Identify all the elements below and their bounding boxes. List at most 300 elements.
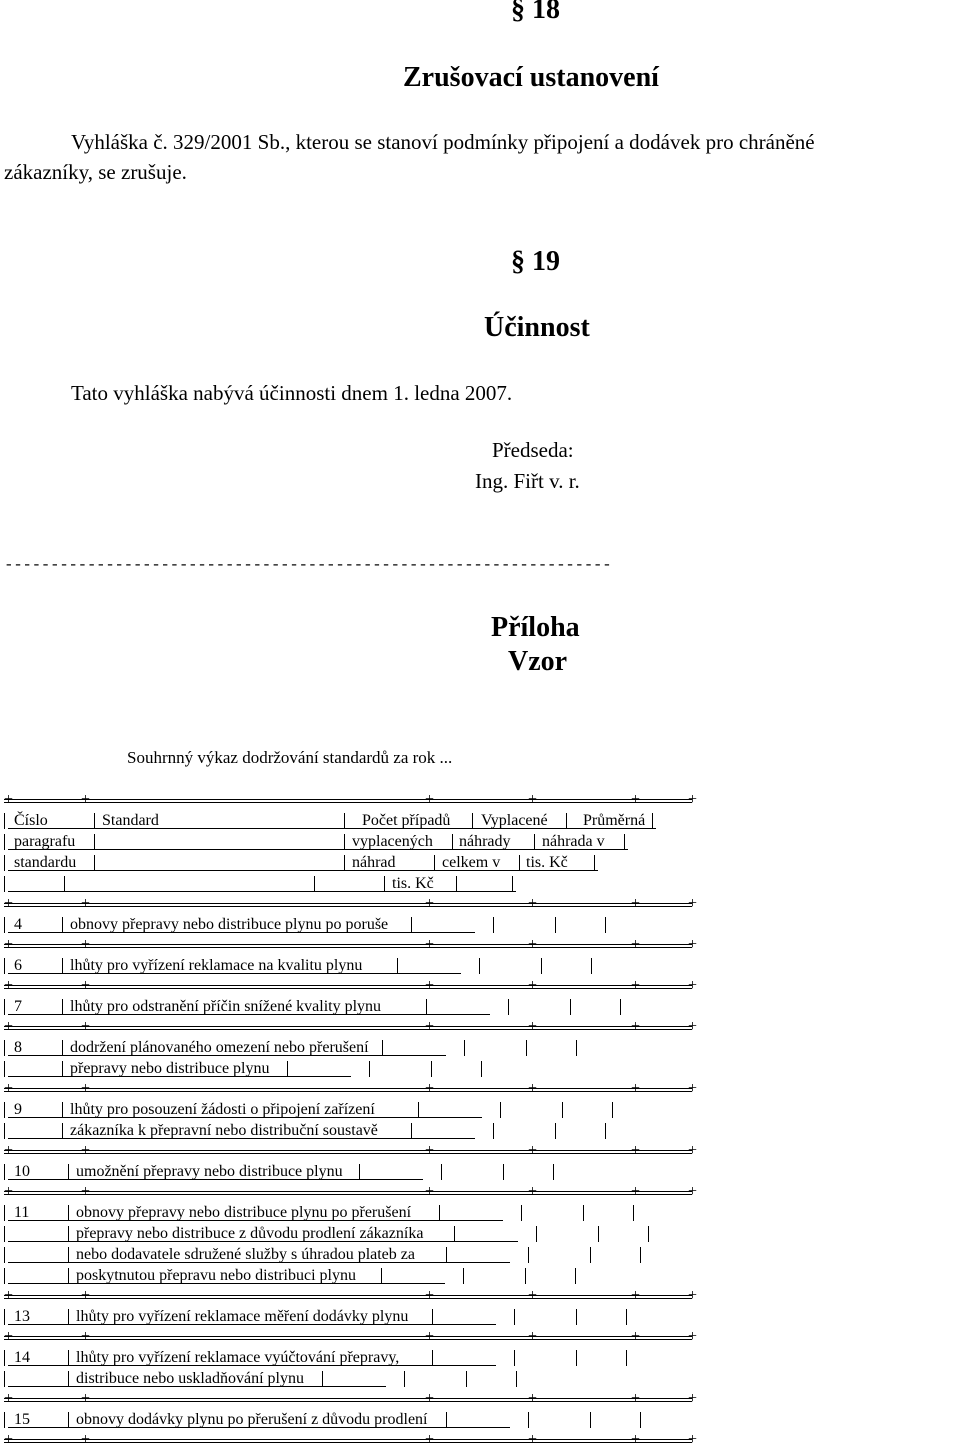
separator-plus: + (425, 895, 435, 912)
table-header-cell: tis. Kč (392, 875, 434, 892)
table-header-cell: Průměrná (583, 812, 646, 829)
separator-plus: + (425, 1287, 435, 1304)
cell-border (598, 1226, 599, 1242)
cell-border (68, 1268, 69, 1284)
row-number: 9 (14, 1101, 22, 1118)
table-header-cell: Počet případů (362, 812, 451, 829)
section-19-heading (511, 246, 560, 278)
cell-border (369, 1061, 370, 1077)
separator-plus: + (425, 1018, 435, 1035)
cell-border (514, 1309, 515, 1325)
cell-border (620, 999, 621, 1015)
row-number: 4 (14, 916, 22, 933)
cell-border (466, 1371, 467, 1387)
standards-table (4, 790, 698, 1450)
line-underline (8, 891, 516, 892)
cell-border (4, 1309, 5, 1325)
cell-border (633, 1205, 634, 1221)
cell-border (521, 1205, 522, 1221)
table-header-line (4, 852, 694, 873)
table-header-cell: paragrafu (14, 833, 76, 850)
table-row (4, 1037, 694, 1058)
section-18-paragraph-line2: zákazníky, se zrušuje. (4, 160, 187, 184)
cell-border (472, 813, 473, 829)
separator-plus: + (4, 1080, 14, 1097)
separator-plus: + (688, 1390, 698, 1407)
separator-plus: + (81, 1390, 91, 1407)
row-standard-text: dodržení plánovaného omezení nebo přerušení (70, 1039, 369, 1056)
cell-border (431, 1061, 432, 1077)
row-number: 14 (14, 1349, 30, 1366)
cell-border (4, 1268, 5, 1284)
separator-plus: + (81, 1142, 91, 1159)
cell-border (4, 1164, 5, 1180)
separator-plus: + (425, 1328, 435, 1345)
cell-border (503, 1164, 504, 1180)
row-number: 11 (14, 1204, 30, 1221)
separator-plus: + (4, 1390, 14, 1407)
separator-plus: + (688, 1183, 698, 1200)
cell-border (4, 1350, 5, 1366)
separator-plus: + (631, 936, 641, 953)
row-standard-text: lhůty pro vyřízení reklamace na kvalitu plynu (70, 957, 363, 974)
table-row (4, 1058, 694, 1079)
separator-plus: + (528, 895, 538, 912)
row-standard-text: přepravy nebo distribuce plynu (70, 1060, 270, 1077)
separator-plus: + (4, 936, 14, 953)
separator-plus: + (631, 1390, 641, 1407)
annex-subtitle: Vzor (508, 646, 568, 677)
section-18-heading (511, 0, 560, 26)
cell-border (493, 1123, 494, 1139)
cell-border (4, 1412, 5, 1428)
separator-plus: + (81, 1287, 91, 1304)
section-18-title: Zrušovací ustanovení (403, 62, 659, 93)
cell-border (434, 855, 435, 871)
separator-plus: + (631, 977, 641, 994)
cell-border (562, 1102, 563, 1118)
section-19-title: Účinnost (484, 312, 590, 343)
cell-border (526, 1040, 527, 1056)
separator-dash-line (4, 1295, 692, 1296)
cell-border (591, 958, 592, 974)
table-separator (4, 1286, 698, 1306)
cell-border (4, 834, 5, 850)
separator-plus: + (81, 977, 91, 994)
table-header-cell: náhrad (352, 854, 396, 871)
table-row (4, 1347, 694, 1368)
table-header-cell: celkem v (442, 854, 501, 871)
cell-border (94, 834, 95, 850)
cell-border (493, 917, 494, 933)
separator-plus: + (528, 1018, 538, 1035)
separator-plus: + (81, 936, 91, 953)
separator-plus: + (528, 1287, 538, 1304)
table-header-cell: tis. Kč (526, 854, 568, 871)
row-standard-text: obnovy přepravy nebo distribuce plynu po přerušení (76, 1204, 412, 1221)
cell-border (62, 1061, 63, 1077)
separator-plus: + (425, 1431, 435, 1448)
separator-dash-line (4, 1398, 692, 1399)
separator-plus: + (81, 1183, 91, 1200)
line-underline (8, 870, 598, 871)
cell-border (287, 1061, 288, 1077)
cell-border (64, 876, 65, 892)
cell-border (528, 1412, 529, 1428)
cell-border (381, 1268, 382, 1284)
row-standard-text: obnovy dodávky plynu po přerušení z důvodu prodlení (76, 1411, 428, 1428)
separator-plus: + (631, 1018, 641, 1035)
separator-plus: + (528, 977, 538, 994)
row-standard-text: nebo dodavatele sdružené služby s úhradou plateb za (76, 1246, 415, 1263)
cell-border (446, 1247, 447, 1263)
separator-plus: + (4, 895, 14, 912)
separator-plus: + (425, 1142, 435, 1159)
cell-border (68, 1247, 69, 1263)
cell-border (4, 1102, 5, 1118)
table-separator (4, 1017, 698, 1037)
cell-border (626, 1309, 627, 1325)
separator-plus: + (631, 1328, 641, 1345)
cell-border (528, 1247, 529, 1263)
cell-border (500, 1102, 501, 1118)
section-number: 18 (532, 0, 560, 25)
table-row (4, 1120, 694, 1141)
cell-border (432, 1350, 433, 1366)
cell-border (4, 1205, 5, 1221)
separator-plus: + (688, 1287, 698, 1304)
cell-border (344, 813, 345, 829)
separator-plus: + (81, 1328, 91, 1345)
separator-underline (4, 988, 692, 989)
row-number: 7 (14, 998, 22, 1015)
cell-border (4, 1061, 5, 1077)
cell-border (508, 999, 509, 1015)
signature-role: Předseda: (492, 438, 574, 462)
section-symbol: § (511, 0, 525, 25)
row-standard-text: zákazníka k přepravní nebo distribuční soustavě (70, 1122, 378, 1139)
separator-plus: + (81, 1080, 91, 1097)
cell-border (605, 1123, 606, 1139)
cell-border (553, 1164, 554, 1180)
separator-plus: + (4, 1328, 14, 1345)
section-number: 19 (532, 246, 560, 277)
table-row (4, 1265, 694, 1286)
row-standard-text: obnovy přepravy nebo distribuce plynu po poruše (70, 916, 389, 933)
table-separator (4, 894, 698, 914)
separator-plus: + (81, 791, 91, 808)
separator-plus: + (4, 1431, 14, 1448)
table-header-cell: Standard (102, 812, 159, 829)
section-19-paragraph: Tato vyhláška nabývá účinnosti dnem 1. ledna 2007. (71, 381, 513, 405)
separator-underline (4, 1401, 692, 1402)
cell-border (4, 917, 5, 933)
cell-border (464, 1040, 465, 1056)
section-18-paragraph-line1: Vyhláška č. 329/2001 Sb., kterou se stanoví podmínky připojení a dodávek pro chráněné (71, 130, 815, 154)
separator-underline (4, 947, 692, 948)
line-underline (8, 849, 628, 850)
row-standard-text: poskytnutou přepravu nebo distribuci plynu (76, 1267, 356, 1284)
cell-border (575, 1268, 576, 1284)
row-standard-text: lhůty pro posouzení žádosti o připojení zařízení (70, 1101, 375, 1118)
table-separator (4, 1079, 698, 1099)
separator-dash-line (4, 1336, 692, 1337)
separator-plus: + (688, 895, 698, 912)
table-row (4, 1409, 694, 1430)
separator-plus: + (528, 791, 538, 808)
separator-underline (4, 1442, 692, 1443)
separator-plus: + (631, 791, 641, 808)
separator-dash-line (4, 903, 692, 904)
cell-border (481, 1061, 482, 1077)
separator-plus: + (688, 977, 698, 994)
separator-plus: + (688, 1018, 698, 1035)
cell-border (4, 1247, 5, 1263)
cell-border (514, 1350, 515, 1366)
cell-border (68, 1226, 69, 1242)
cell-border (624, 834, 625, 850)
row-number: 10 (14, 1163, 30, 1180)
cell-border (590, 1412, 591, 1428)
table-header-line (4, 873, 694, 894)
separator-dash-line (4, 1088, 692, 1089)
table-header-cell: standardu (14, 854, 77, 871)
separator-plus: + (4, 977, 14, 994)
separator-plus: + (425, 1183, 435, 1200)
cell-border (344, 855, 345, 871)
cell-border (640, 1412, 641, 1428)
cell-border (648, 1226, 649, 1242)
cell-border (4, 813, 5, 829)
separator-plus: + (425, 936, 435, 953)
row-standard-text: distribuce nebo uskladňování plynu (76, 1370, 304, 1387)
report-title: Souhrnný výkaz dodržování standardů za rok ... (127, 748, 453, 767)
table-row (4, 1223, 694, 1244)
table-row (4, 1202, 694, 1223)
cell-border (534, 834, 535, 850)
cell-border (397, 958, 398, 974)
cell-border (4, 1226, 5, 1242)
separator-underline (4, 1298, 692, 1299)
separator-plus: + (81, 1018, 91, 1035)
separator-plus: + (528, 936, 538, 953)
cell-border (516, 1371, 517, 1387)
table-row (4, 1244, 694, 1265)
table-row (4, 1368, 694, 1389)
table-separator (4, 1182, 698, 1202)
cell-border (626, 1350, 627, 1366)
cell-border (452, 834, 453, 850)
cell-border (4, 876, 5, 892)
cell-border (418, 1102, 419, 1118)
cell-border (594, 855, 595, 871)
separator-plus: + (528, 1390, 538, 1407)
table-row (4, 914, 694, 935)
table-header-cell: náhrada v (542, 833, 605, 850)
separator-plus: + (81, 895, 91, 912)
divider-line: ------------------------------------------------------------------ (4, 556, 612, 574)
cell-border (62, 1123, 63, 1139)
separator-plus: + (688, 936, 698, 953)
cell-border (384, 876, 385, 892)
table-header-line (4, 810, 694, 831)
separator-plus: + (528, 1142, 538, 1159)
separator-plus: + (4, 1142, 14, 1159)
cell-border (68, 1371, 69, 1387)
cell-border (555, 917, 556, 933)
separator-plus: + (4, 791, 14, 808)
cell-border (382, 1040, 383, 1056)
cell-border (525, 1268, 526, 1284)
cell-border (314, 876, 315, 892)
cell-border (94, 813, 95, 829)
table-header-cell: Vyplacené (481, 812, 548, 829)
cell-border (519, 855, 520, 871)
separator-plus: + (425, 1080, 435, 1097)
separator-plus: + (631, 1287, 641, 1304)
table-separator (4, 1430, 698, 1450)
table-separator (4, 935, 698, 955)
separator-plus: + (688, 791, 698, 808)
cell-border (68, 1164, 69, 1180)
cell-border (566, 813, 567, 829)
cell-border (576, 1350, 577, 1366)
separator-plus: + (631, 895, 641, 912)
separator-plus: + (528, 1328, 538, 1345)
cell-border (4, 1040, 5, 1056)
row-number: 6 (14, 957, 22, 974)
separator-underline (4, 802, 692, 803)
separator-plus: + (688, 1431, 698, 1448)
cell-border (359, 1164, 360, 1180)
separator-underline (4, 1339, 692, 1340)
separator-underline (4, 1153, 692, 1154)
table-row (4, 1161, 694, 1182)
cell-border (344, 834, 345, 850)
cell-border (640, 1247, 641, 1263)
separator-plus: + (425, 1390, 435, 1407)
cell-border (94, 855, 95, 871)
separator-plus: + (4, 1287, 14, 1304)
separator-plus: + (631, 1183, 641, 1200)
table-header-cell: vyplacených (352, 833, 433, 850)
separator-plus: + (425, 791, 435, 808)
cell-border (68, 1412, 69, 1428)
cell-border (570, 999, 571, 1015)
separator-plus: + (688, 1328, 698, 1345)
cell-border (555, 1123, 556, 1139)
cell-border (576, 1040, 577, 1056)
table-row (4, 1099, 694, 1120)
cell-border (512, 876, 513, 892)
table-separator (4, 976, 698, 996)
separator-dash-line (4, 799, 692, 800)
cell-border (411, 917, 412, 933)
row-number: 15 (14, 1411, 30, 1428)
separator-plus: + (528, 1183, 538, 1200)
separator-underline (4, 906, 692, 907)
separator-dash-line (4, 985, 692, 986)
cell-border (411, 1123, 412, 1139)
cell-border (68, 1309, 69, 1325)
cell-border (322, 1371, 323, 1387)
cell-border (446, 1412, 447, 1428)
cell-border (404, 1371, 405, 1387)
separator-underline (4, 1091, 692, 1092)
cell-border (479, 958, 480, 974)
row-standard-text: přepravy nebo distribuce z důvodu prodlení zákazníka (76, 1225, 424, 1242)
cell-border (4, 958, 5, 974)
cell-border (612, 1102, 613, 1118)
table-header-cell: Číslo (14, 812, 48, 829)
cell-border (541, 958, 542, 974)
section-symbol: § (511, 246, 525, 277)
separator-plus: + (528, 1080, 538, 1097)
separator-dash-line (4, 1150, 692, 1151)
separator-plus: + (631, 1080, 641, 1097)
table-row (4, 996, 694, 1017)
separator-plus: + (688, 1080, 698, 1097)
cell-border (576, 1309, 577, 1325)
row-number: 8 (14, 1039, 22, 1056)
signature-name: Ing. Fiřt v. r. (475, 469, 580, 493)
row-standard-text: lhůty pro vyřízení reklamace vyúčtování přepravy, (76, 1349, 400, 1366)
cell-border (426, 999, 427, 1015)
cell-border (441, 1164, 442, 1180)
cell-border (62, 1102, 63, 1118)
separator-underline (4, 1194, 692, 1195)
table-separator (4, 1389, 698, 1409)
cell-border (62, 999, 63, 1015)
cell-border (68, 1205, 69, 1221)
cell-border (536, 1226, 537, 1242)
cell-border (432, 1309, 433, 1325)
row-standard-text: lhůty pro odstranění příčin snížené kvality plynu (70, 998, 382, 1015)
row-standard-text: lhůty pro vyřízení reklamace měření dodávky plynu (76, 1308, 409, 1325)
cell-border (62, 917, 63, 933)
table-header-line (4, 831, 694, 852)
separator-plus: + (688, 1142, 698, 1159)
separator-plus: + (631, 1431, 641, 1448)
separator-plus: + (425, 977, 435, 994)
separator-dash-line (4, 1026, 692, 1027)
separator-plus: + (81, 1431, 91, 1448)
cell-border (4, 855, 5, 871)
cell-border (456, 876, 457, 892)
cell-border (4, 1123, 5, 1139)
table-separator (4, 1327, 698, 1347)
cell-border (590, 1247, 591, 1263)
cell-border (4, 999, 5, 1015)
cell-border (652, 813, 653, 829)
cell-border (68, 1350, 69, 1366)
cell-border (439, 1205, 440, 1221)
cell-border (583, 1205, 584, 1221)
separator-plus: + (4, 1018, 14, 1035)
separator-plus: + (631, 1142, 641, 1159)
separator-plus: + (4, 1183, 14, 1200)
table-row (4, 955, 694, 976)
cell-border (605, 917, 606, 933)
table-header-cell: náhrady (459, 833, 511, 850)
table-separator (4, 790, 698, 810)
cell-border (62, 1040, 63, 1056)
separator-dash-line (4, 1191, 692, 1192)
separator-plus: + (528, 1431, 538, 1448)
cell-border (62, 958, 63, 974)
separator-dash-line (4, 944, 692, 945)
cell-border (463, 1268, 464, 1284)
